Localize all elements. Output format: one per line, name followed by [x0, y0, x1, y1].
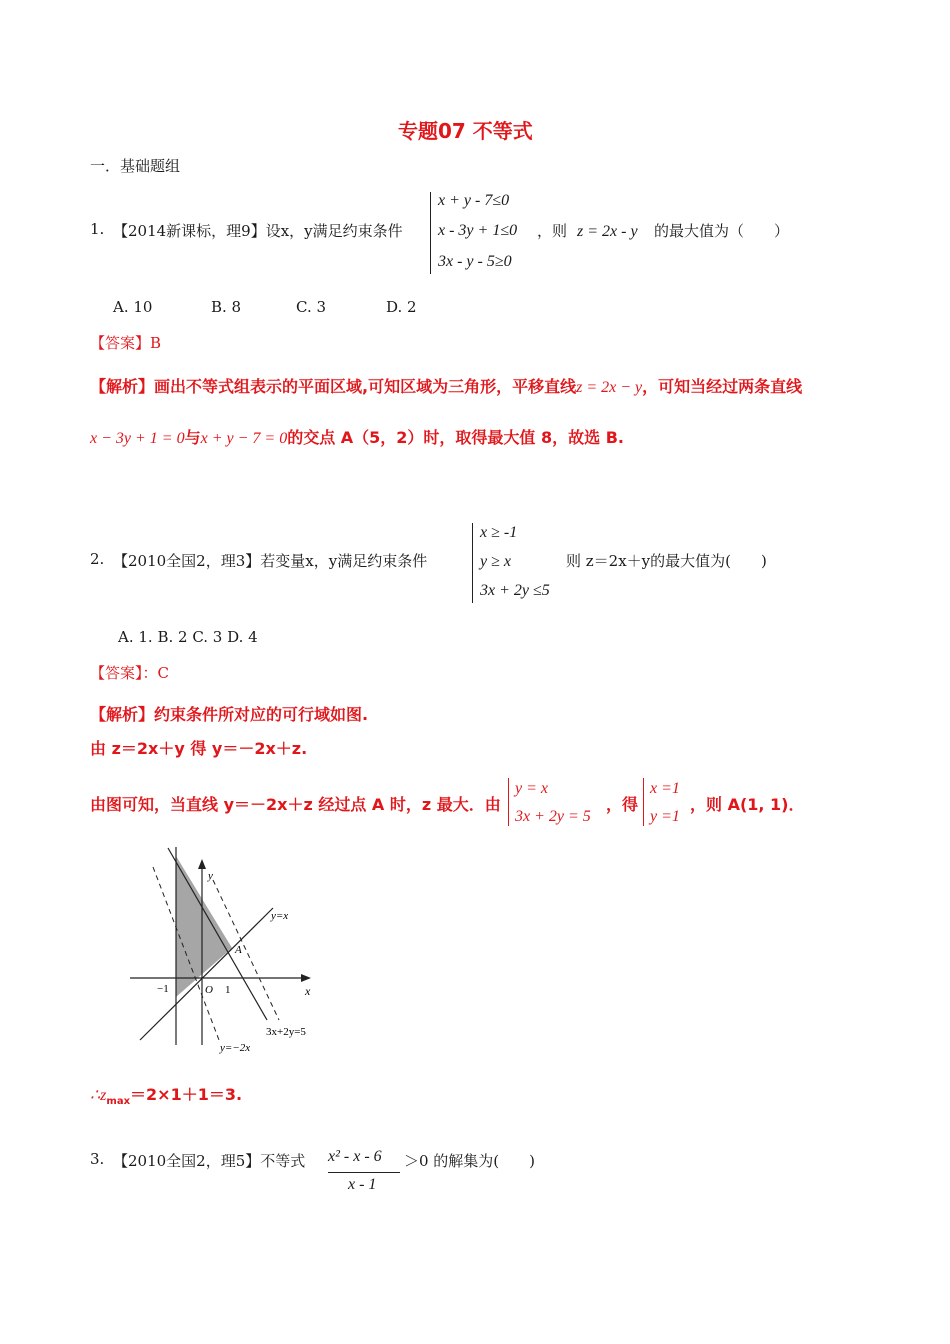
line-yx-label: y=x [271, 910, 289, 922]
q3-source: 【2010全国2，理5】不等式 [113, 1152, 306, 1170]
q2-conclusion: $\therefore z_{max}=2\times 1+1=3$. [90, 1085, 243, 1108]
q2-sys2-eq2: y =1 [650, 808, 680, 825]
section-heading: 一．基础题组 [90, 157, 181, 175]
line-3x-label: 3x+2y=5 [266, 1026, 306, 1038]
q1-analysis-eq1: x − 3y + 1 = 0 [90, 430, 185, 447]
tick-1: 1 [225, 984, 231, 996]
q1-option-a: A. 10 [113, 298, 153, 316]
line-y2x-label: y=−2x [220, 1042, 251, 1054]
x-arrow [301, 974, 311, 982]
q2-step2-b: ，得 [606, 795, 639, 814]
feasible-region-graph [125, 845, 325, 1085]
q2-step1: 由 z＝2x＋y 得 y＝－2x＋z. [90, 739, 308, 758]
q1-analysis-eq2: x + y − 7 = 0 [200, 430, 288, 447]
q2-brace [472, 523, 473, 603]
q2-cond-3: 3x + 2y ≤5 [480, 582, 550, 599]
q2-number: 2. [90, 550, 105, 568]
point-a-label: A [235, 944, 242, 956]
q1-analysis-text-a: 【解析】画出不等式组表示的平面区域,可知区域为三角形，平移直线 [90, 377, 577, 396]
q2-tail: 则 z＝2x＋y的最大值为( ) [566, 552, 767, 570]
q2-cond-1: x ≥ -1 [480, 524, 518, 541]
q1-option-b: B. 8 [211, 298, 242, 316]
tick-neg1: −1 [157, 983, 169, 995]
y-axis-label: y [208, 870, 213, 882]
q3-fraction-bar [328, 1172, 400, 1173]
q1-tail: 的最大值为（ ） [654, 222, 790, 240]
q2-step2-c: ，则 A(1, 1)． [690, 795, 805, 814]
q2-answer: 【答案】：C [90, 664, 169, 682]
y-arrow [198, 859, 206, 869]
q1-expr: z = 2x - y [577, 223, 638, 240]
q3-tail: ＞0 的解集为( ) [404, 1152, 536, 1170]
x-axis-label: x [305, 984, 311, 998]
q1-analysis-text-c: 的交点 A（5，2）时，取得最大值 8，故选 B. [287, 428, 624, 447]
q2-sys1-eq2: 3x + 2y = 5 [515, 808, 591, 825]
q1-analysis-line1 [90, 374, 802, 397]
q2-analysis: 【解析】约束条件所对应的可行域如图. [90, 705, 369, 724]
q1-option-d: D. 2 [386, 298, 417, 316]
q1-analysis-and: 与 [184, 428, 201, 447]
q1-answer: 【答案】B [90, 334, 162, 352]
q1-brace [430, 192, 431, 274]
q2-sys1-eq1: y = x [515, 780, 548, 797]
q1-number: 1. [90, 220, 105, 238]
q1-analysis-line2 [90, 425, 624, 448]
q2-sys2-brace [643, 778, 644, 826]
q1-option-c: C. 3 [296, 298, 327, 316]
q1-cond-3: 3x - y - 5≥0 [438, 253, 512, 270]
q2-options: A. 1. B. 2 C. 3 D. 4 [118, 628, 258, 646]
q1-mid: ，则 [537, 222, 568, 240]
q1-source: 【2014新课标，理9】设x，y满足约束条件 [113, 222, 403, 240]
q1-analysis-text-b: ，可知当经过两条直线 [642, 377, 803, 396]
q1-cond-2: x - 3y + 1≤0 [438, 222, 518, 239]
q2-step2-a: 由图可知，当直线 y＝－2x＋z 经过点 A 时，z 最大．由 [90, 795, 501, 814]
page-title: 专题07 不等式 [398, 119, 533, 143]
q1-cond-1: x + y - 7≤0 [438, 192, 510, 209]
q3-numerator: x² - x - 6 [328, 1148, 382, 1165]
q2-cond-2: y ≥ x [480, 553, 511, 570]
q3-number: 3. [90, 1150, 105, 1168]
q1-analysis-math: z = 2x − y [576, 379, 643, 396]
q2-sys1-brace [508, 778, 509, 826]
origin-label: O [205, 984, 213, 996]
q3-denominator: x - 1 [348, 1176, 377, 1193]
q2-sys2-eq1: x =1 [650, 780, 680, 797]
q2-source: 【2010全国2，理3】若变量x，y满足约束条件 [113, 552, 428, 570]
